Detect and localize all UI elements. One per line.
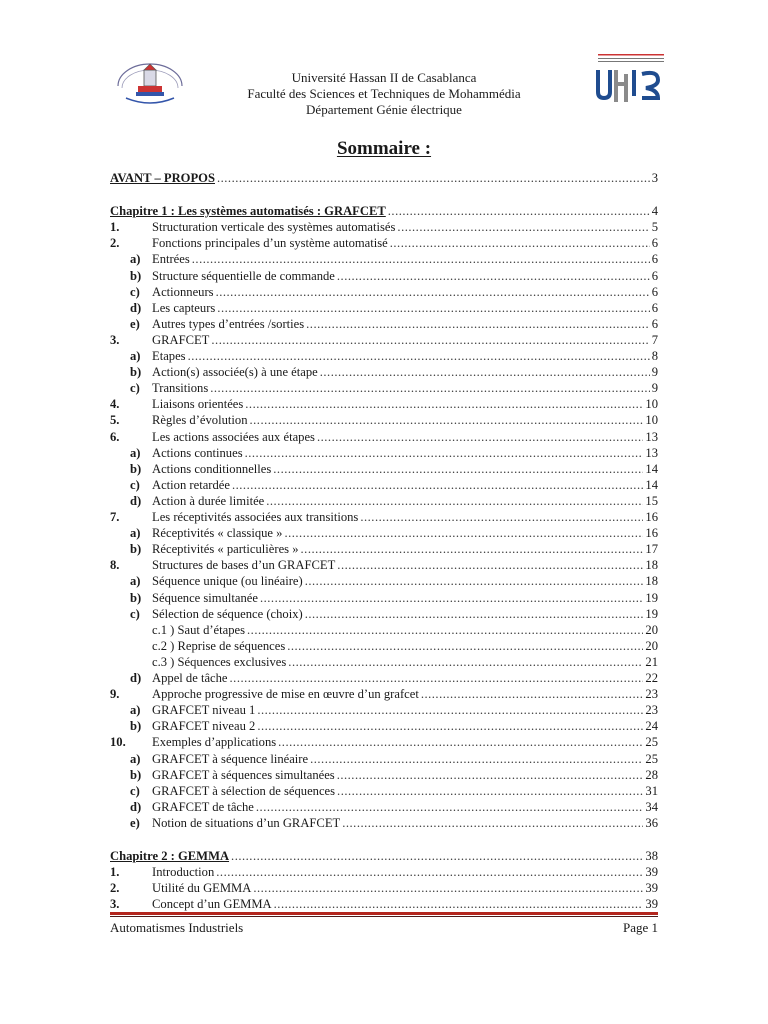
toc-entry-page: 16 — [645, 510, 658, 524]
toc-dot-leader — [288, 654, 643, 670]
toc-entry[interactable] — [110, 573, 658, 589]
faculty-name: Faculté des Sciences et Techniques de Mohammédia — [247, 86, 521, 101]
toc-dot-leader — [232, 477, 643, 493]
toc-entry[interactable] — [110, 429, 658, 445]
toc-dot-leader — [320, 364, 650, 380]
toc-entry[interactable] — [110, 268, 658, 284]
toc-entry[interactable] — [110, 509, 658, 525]
toc-entry[interactable] — [110, 348, 658, 364]
toc-entry-line — [152, 429, 658, 445]
toc-entry-label: GRAFCET de tâche — [152, 799, 254, 814]
toc-entry-label: Approche progressive de mise en œuvre d’un grafcet — [152, 687, 419, 702]
toc-dot-leader — [266, 493, 643, 509]
toc-entry-page: 23 — [645, 687, 658, 702]
toc-entry-label: Actions continues — [152, 445, 243, 460]
toc-entry-page: 20 — [645, 638, 658, 653]
toc-entry-line — [152, 541, 658, 557]
toc-entry-line — [152, 573, 658, 589]
toc-entry[interactable] — [110, 654, 658, 670]
toc-entry-page: 18 — [645, 558, 658, 573]
toc-entry-number: b) — [130, 719, 142, 734]
toc-entry-line — [152, 525, 658, 541]
toc-entry-number: c) — [130, 381, 140, 396]
toc-entry-page: 16 — [645, 526, 658, 541]
toc-entry-label: Sélection de séquence (choix) — [152, 606, 303, 621]
toc-entry-number: c) — [130, 477, 140, 492]
toc-entry-line — [152, 509, 658, 525]
toc-entry-page: 6 — [651, 252, 658, 267]
toc-entry-label: GRAFCET à séquence linéaire — [152, 751, 309, 766]
toc-entry-line — [152, 718, 658, 734]
toc-entry-label: GRAFCET à séquences simultanées — [152, 767, 335, 782]
toc-entry-number: c) — [130, 284, 140, 299]
toc-entry-number: 6. — [110, 429, 120, 444]
toc-dot-leader — [388, 203, 650, 219]
toc-entry-line — [110, 170, 658, 186]
toc-entry-page: 3 — [651, 171, 658, 185]
toc-entry[interactable] — [110, 203, 658, 219]
toc-entry-label: Liaisons orientées — [152, 397, 244, 412]
toc-entry[interactable] — [110, 686, 658, 702]
toc-entry-number: 10. — [110, 735, 126, 750]
toc-entry-line — [152, 638, 658, 654]
toc-entry-number: a) — [130, 445, 141, 460]
toc-entry[interactable] — [110, 541, 658, 557]
toc-entry-label: Actions conditionnelles — [152, 461, 272, 476]
toc-entry[interactable] — [110, 767, 658, 783]
toc-entry-number: 9. — [110, 687, 120, 702]
toc-entry-page: 10 — [645, 413, 658, 428]
toc-entry[interactable] — [110, 622, 658, 638]
toc-entry[interactable] — [110, 638, 658, 654]
toc-entry-page: 5 — [651, 220, 658, 235]
toc-entry-line — [152, 445, 658, 461]
toc-entry-page: 22 — [645, 671, 658, 685]
toc-entry-page: 9 — [651, 381, 658, 396]
toc-entry[interactable] — [110, 332, 658, 348]
toc-entry-line — [152, 493, 658, 509]
toc-dot-leader — [217, 300, 649, 316]
toc-entry[interactable] — [110, 445, 658, 461]
toc-entry-number: c) — [130, 606, 140, 621]
toc-entry-line — [152, 864, 658, 880]
toc-entry-line — [152, 670, 658, 686]
toc-entry-label: Les réceptivités associées aux transitions — [152, 510, 359, 524]
toc-entry-label: Action(s) associée(s) à une étape — [152, 365, 318, 380]
toc-entry-number: a) — [130, 574, 141, 589]
toc-entry-label: Chapitre 1 : Les systèmes automatisés : GRAFCET — [110, 204, 386, 219]
toc-entry-label: Appel de tâche — [152, 671, 228, 685]
toc-entry[interactable] — [110, 300, 658, 316]
toc-entry-number: d) — [130, 799, 142, 814]
toc-entry-label: Exemples d’applications — [152, 735, 277, 750]
toc-entry-page: 13 — [645, 429, 658, 444]
toc-entry-number: 3. — [110, 897, 120, 912]
toc-dot-leader — [342, 815, 643, 831]
toc-entry-page: 10 — [645, 397, 658, 412]
footer-rule-thin — [110, 916, 658, 917]
toc-dot-leader — [273, 461, 643, 477]
toc-entry[interactable] — [110, 799, 658, 815]
toc-entry-number: a) — [130, 349, 141, 363]
toc-entry-number: e) — [130, 316, 140, 331]
toc-entry-line — [152, 880, 658, 896]
toc-entry-page: 39 — [645, 897, 658, 912]
toc-entry[interactable] — [110, 815, 658, 831]
toc-entry-line — [152, 477, 658, 493]
toc-entry-number: a) — [130, 703, 141, 718]
toc-dot-leader — [317, 429, 643, 445]
toc-entry-page: 8 — [651, 349, 658, 363]
toc-entry[interactable] — [110, 864, 658, 880]
toc-dot-leader — [250, 412, 644, 428]
toc-dot-leader — [284, 525, 643, 541]
toc-entry-label: Structure séquentielle de commande — [152, 268, 335, 283]
toc-entry-line — [152, 815, 658, 831]
toc-entry-page: 23 — [645, 703, 658, 718]
toc-entry[interactable] — [110, 525, 658, 541]
toc-entry-number: 2. — [110, 881, 120, 896]
toc-dot-leader — [337, 783, 643, 799]
department-name: Département Génie électrique — [306, 102, 462, 117]
toc-entry[interactable] — [110, 461, 658, 477]
toc-entry-label: Introduction — [152, 865, 215, 880]
toc-entry-line — [152, 219, 658, 235]
toc-entry-page: 7 — [651, 332, 658, 347]
toc-dot-leader — [257, 718, 643, 734]
toc-entry-line — [152, 268, 658, 284]
toc-entry-label: Etapes — [152, 349, 186, 363]
toc-entry-number: 5. — [110, 413, 120, 428]
toc-entry[interactable] — [110, 364, 658, 380]
toc-entry-line — [152, 412, 658, 428]
toc-dot-leader — [301, 541, 644, 557]
toc-dot-leader — [245, 396, 643, 412]
toc-entry-page: 9 — [651, 365, 658, 380]
toc-entry-line — [152, 606, 658, 622]
toc-entry[interactable] — [110, 670, 658, 686]
toc-dot-leader — [337, 767, 644, 783]
toc-entry[interactable] — [110, 251, 658, 267]
toc-entry-label: Structuration verticale des systèmes automatisés — [152, 220, 396, 235]
toc-entry[interactable] — [110, 170, 658, 186]
toc-dot-leader — [257, 702, 643, 718]
toc-entry-label: Séquence simultanée — [152, 590, 258, 605]
toc-dot-leader — [306, 316, 650, 332]
toc-entry[interactable] — [110, 590, 658, 606]
institution-header — [160, 70, 608, 118]
toc-entry-line — [152, 235, 658, 251]
toc-entry-line — [152, 380, 658, 396]
toc-entry-number: 8. — [110, 558, 120, 573]
toc-entry[interactable] — [110, 396, 658, 412]
toc-entry[interactable] — [110, 751, 658, 767]
footer-course-title: Automatismes Industriels — [110, 920, 244, 935]
toc-entry[interactable] — [110, 284, 658, 300]
toc-entry-line — [152, 783, 658, 799]
toc-entry[interactable] — [110, 880, 658, 896]
toc-dot-leader — [230, 670, 644, 686]
toc-entry-number: e) — [130, 815, 140, 830]
toc-entry-number: 1. — [110, 865, 120, 880]
toc-dot-leader — [188, 348, 650, 364]
toc-entry-line — [152, 364, 658, 380]
toc-entry[interactable] — [110, 219, 658, 235]
toc-entry-line — [152, 686, 658, 702]
toc-dot-leader — [256, 799, 644, 815]
university-name: Université Hassan II de Casablanca — [291, 70, 477, 85]
toc-entry[interactable] — [110, 412, 658, 428]
toc-entry[interactable] — [110, 606, 658, 622]
toc-entry[interactable] — [110, 896, 658, 912]
toc-entry-page: 19 — [645, 590, 658, 605]
toc-entry-page: 14 — [645, 477, 658, 492]
toc-dot-leader — [305, 606, 644, 622]
toc-entry[interactable] — [110, 235, 658, 251]
toc-dot-leader — [260, 590, 643, 606]
toc-entry[interactable] — [110, 848, 658, 864]
toc-entry-label: Concept d’un GEMMA — [152, 897, 272, 912]
toc-entry-page: 6 — [651, 268, 658, 283]
toc-entry-label: GRAFCET niveau 1 — [152, 703, 256, 718]
toc-dot-leader — [360, 509, 643, 525]
toc-dot-leader — [210, 380, 649, 396]
toc-entry-page: 31 — [645, 783, 658, 798]
toc-entry-label: Notion de situations d’un GRAFCET — [152, 815, 341, 830]
page-title: Sommaire : — [336, 138, 432, 159]
toc-entry-number: b) — [130, 590, 142, 605]
toc-entry-number: b) — [130, 461, 142, 476]
toc-entry-line — [152, 590, 658, 606]
toc-dot-leader — [421, 686, 644, 702]
toc-entry-label: Autres types d’entrées /sorties — [152, 316, 305, 331]
toc-entry-page: 15 — [645, 493, 658, 508]
toc-entry-line — [152, 316, 658, 332]
toc-entry-line — [152, 557, 658, 573]
footer-page-number: Page 1 — [622, 920, 658, 935]
toc-entry-number: c) — [130, 783, 140, 798]
toc-entry-label: Transitions — [152, 381, 209, 396]
toc-entry-label: Règles d’évolution — [152, 413, 248, 428]
toc-entry-page: 28 — [645, 767, 658, 782]
toc-entry-line — [152, 251, 658, 267]
toc-entry-number: d) — [130, 493, 142, 508]
toc-dot-leader — [247, 622, 643, 638]
toc-entry-label: Réceptivités « particulières » — [152, 542, 299, 557]
toc-entry-line — [152, 767, 658, 783]
toc-entry[interactable] — [110, 493, 658, 509]
toc-entry-label: GRAFCET à sélection de séquences — [152, 783, 336, 798]
footer-rule — [110, 912, 658, 915]
toc-dot-leader — [274, 896, 644, 912]
toc-dot-leader — [397, 219, 649, 235]
toc-entry-label: Action retardée — [152, 477, 230, 492]
toc-entry-label: GRAFCET — [152, 332, 210, 347]
toc-entry[interactable] — [110, 380, 658, 396]
toc-dot-leader — [253, 880, 643, 896]
toc-entry[interactable] — [110, 702, 658, 718]
toc-entry-label: Les actions associées aux étapes — [152, 429, 315, 444]
toc-entry[interactable] — [110, 557, 658, 573]
toc-entry-line — [152, 654, 658, 670]
toc-entry-line — [152, 300, 658, 316]
toc-dot-leader — [287, 638, 643, 654]
toc-dot-leader — [245, 445, 644, 461]
toc-dot-leader — [337, 557, 643, 573]
toc-dot-leader — [211, 332, 649, 348]
toc-entry-number: 2. — [110, 236, 120, 251]
toc-entry-line — [110, 848, 658, 864]
toc-entry-number: a) — [130, 252, 141, 267]
toc-entry-label: Entrées — [152, 252, 190, 267]
toc-entry-label: c.2 ) Reprise de séquences — [152, 638, 286, 653]
toc-entry-page: 20 — [645, 622, 658, 637]
toc-entry-page: 4 — [651, 204, 658, 219]
toc-entry-label: c.3 ) Séquences exclusives — [152, 654, 287, 669]
toc-entry-line — [152, 734, 658, 750]
toc-dot-leader — [305, 573, 644, 589]
toc-entry-line — [152, 622, 658, 638]
toc-dot-leader — [216, 864, 643, 880]
toc-entry-page: 25 — [645, 751, 658, 766]
toc-entry-line — [152, 461, 658, 477]
toc-entry-label: Réceptivités « classique » — [152, 526, 283, 541]
toc-entry-page: 6 — [651, 316, 658, 331]
toc-entry-page: 6 — [651, 284, 658, 299]
toc-dot-leader — [337, 268, 650, 284]
toc-entry-number: a) — [130, 751, 141, 766]
toc-entry-line — [152, 751, 658, 767]
toc-entry-page: 21 — [645, 654, 658, 669]
toc-entry-number: 3. — [110, 332, 120, 347]
toc-entry-number: b) — [130, 268, 142, 283]
toc-dot-leader — [231, 848, 643, 864]
toc-entry-page: 39 — [645, 865, 658, 880]
toc-entry-page: 17 — [645, 542, 658, 557]
toc-entry-page: 34 — [645, 799, 658, 814]
toc-entry-number: d) — [130, 300, 142, 315]
toc-entry-number: 1. — [110, 220, 120, 235]
toc-entry-page: 25 — [645, 735, 658, 750]
toc-entry[interactable] — [110, 477, 658, 493]
toc-entry-label: Chapitre 2 : GEMMA — [110, 849, 230, 863]
toc-entry-page: 13 — [645, 445, 658, 460]
toc-entry-page: 14 — [645, 461, 658, 476]
toc-entry-label: Les capteurs — [152, 300, 216, 315]
toc-entry-label: Séquence unique (ou linéaire) — [152, 574, 303, 589]
toc-dot-leader — [216, 284, 650, 300]
toc-entry-line — [152, 702, 658, 718]
toc-entry[interactable] — [110, 316, 658, 332]
toc-entry-line — [152, 348, 658, 364]
toc-entry-line — [152, 896, 658, 912]
toc-dot-leader — [278, 734, 643, 750]
toc-entry-line — [110, 203, 658, 219]
toc-entry-label: GRAFCET niveau 2 — [152, 719, 256, 734]
toc-entry-number: a) — [130, 526, 141, 541]
toc-entry-label: Structures de bases d’un GRAFCET — [152, 558, 336, 573]
toc-entry-number: b) — [130, 365, 142, 380]
toc-entry-page: 38 — [645, 849, 658, 863]
toc-entry[interactable] — [110, 718, 658, 734]
toc-entry-page: 24 — [645, 719, 658, 734]
toc-entry-page: 39 — [645, 881, 658, 896]
toc-entry-number: b) — [130, 767, 142, 782]
toc-entry-line — [152, 396, 658, 412]
toc-entry-page: 36 — [645, 815, 658, 830]
toc-dot-leader — [217, 170, 650, 186]
toc-entry-label: Action à durée limitée — [152, 493, 265, 508]
toc-entry-page: 18 — [645, 574, 658, 589]
toc-entry[interactable] — [110, 783, 658, 799]
toc-entry-number: d) — [130, 671, 142, 685]
toc-entry-line — [152, 284, 658, 300]
toc-dot-leader — [192, 251, 650, 267]
toc-entry-number: 4. — [110, 397, 120, 412]
toc-dot-leader — [390, 235, 650, 251]
toc-entry-label: AVANT – PROPOS — [110, 171, 215, 185]
toc-entry-page: 6 — [651, 300, 658, 315]
toc-entry-label: Actionneurs — [152, 284, 214, 299]
toc-entry-page: 6 — [651, 236, 658, 251]
toc-entry-line — [152, 799, 658, 815]
toc-dot-leader — [310, 751, 643, 767]
toc-entry-line — [152, 332, 658, 348]
toc-entry[interactable] — [110, 734, 658, 750]
toc-entry-page: 19 — [645, 606, 658, 621]
toc-entry-number: 7. — [110, 510, 120, 524]
toc-entry-label: c.1 ) Saut d’étapes — [152, 622, 246, 637]
toc-entry-number: b) — [130, 542, 142, 557]
toc-entry-label: Utilité du GEMMA — [152, 881, 252, 896]
toc-entry-label: Fonctions principales d’un système automatisé — [152, 236, 388, 251]
